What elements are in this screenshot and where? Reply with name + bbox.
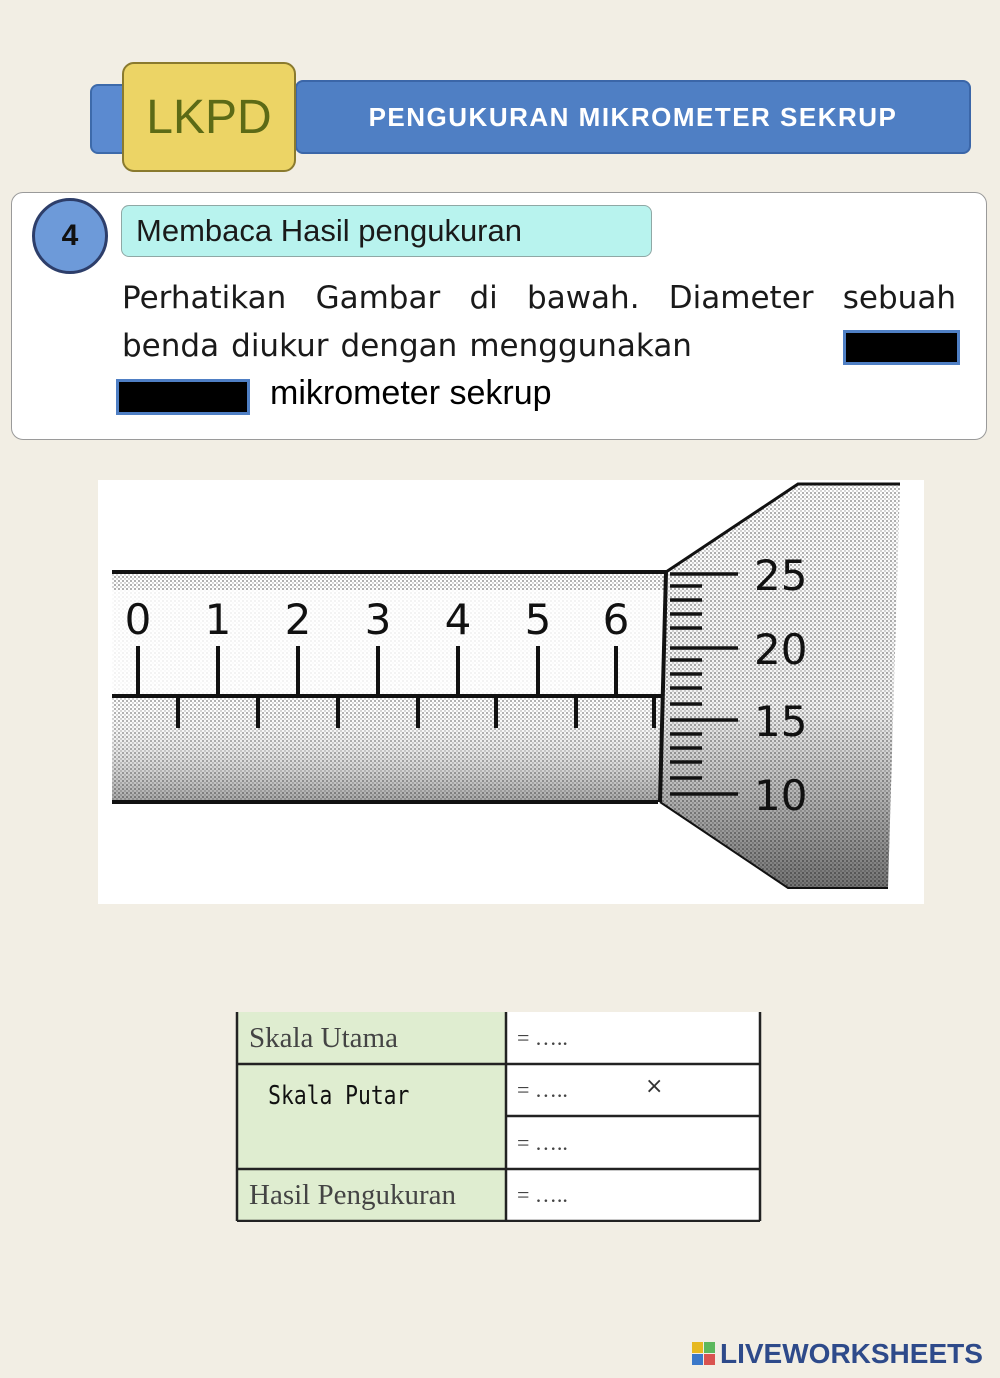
main-scale-label: 5 <box>524 595 552 644</box>
table-value-hasil-pengukuran[interactable]: = ….. <box>517 1182 568 1207</box>
section-heading <box>121 205 652 257</box>
word: diukur <box>231 328 329 364</box>
table-value-skala-putar-2[interactable]: = ….. <box>517 1129 568 1155</box>
word: sebuah <box>842 280 956 316</box>
word: Gambar <box>315 280 441 316</box>
word: Perhatikan <box>122 280 287 316</box>
table-label-hasil-pengukuran: Hasil Pengukuran <box>249 1178 456 1211</box>
table-label-skala-putar: Skala Putar <box>268 1081 410 1111</box>
question-line-2 <box>122 328 692 364</box>
question-number: 4 <box>61 219 79 252</box>
word: benda <box>122 328 220 364</box>
table-value-skala-utama[interactable]: = ….. <box>517 1025 568 1050</box>
thimble-scale-label: 15 <box>754 697 808 746</box>
thimble-scale-label: 20 <box>754 625 808 674</box>
question-line-3: mikrometer sekrup <box>270 374 552 412</box>
liveworksheets-logo-icon <box>692 1342 716 1366</box>
word: di <box>469 280 498 316</box>
close-icon[interactable]: × <box>645 1074 664 1099</box>
thimble-scale-label: 10 <box>754 771 808 820</box>
micrometer-drawing <box>98 480 924 904</box>
answer-blank-2[interactable] <box>116 379 250 415</box>
question-line-1 <box>122 280 956 316</box>
title-bar <box>295 80 971 154</box>
word: menggunakan <box>469 328 692 364</box>
table-value-skala-putar-1[interactable]: = ….. <box>517 1077 568 1102</box>
question-number-badge <box>32 198 108 274</box>
lkpd-badge-text: LKPD <box>146 90 272 144</box>
liveworksheets-logo[interactable] <box>692 1338 983 1370</box>
liveworksheets-brand: LIVEWORKSHEETS <box>720 1338 983 1369</box>
word: Diameter <box>668 280 814 316</box>
lkpd-badge <box>122 62 296 172</box>
thimble-scale-label: 25 <box>754 551 808 600</box>
main-scale-label: 2 <box>284 595 312 644</box>
main-scale-label: 6 <box>602 595 630 644</box>
table-label-skala-utama: Skala Utama <box>249 1021 398 1054</box>
page-title: PENGUKURAN MIKROMETER SEKRUP <box>368 101 898 132</box>
section-heading-text: Membaca Hasil pengukuran <box>136 213 522 248</box>
answer-table <box>235 1012 762 1222</box>
main-scale-label: 3 <box>364 595 392 644</box>
word: dengan <box>340 328 458 364</box>
main-scale-label: 1 <box>204 595 232 644</box>
micrometer-figure <box>98 480 924 904</box>
main-scale-label: 0 <box>124 595 152 644</box>
word: bawah. <box>527 280 640 316</box>
answer-blank-1[interactable] <box>843 330 960 365</box>
main-scale-label: 4 <box>444 595 472 644</box>
